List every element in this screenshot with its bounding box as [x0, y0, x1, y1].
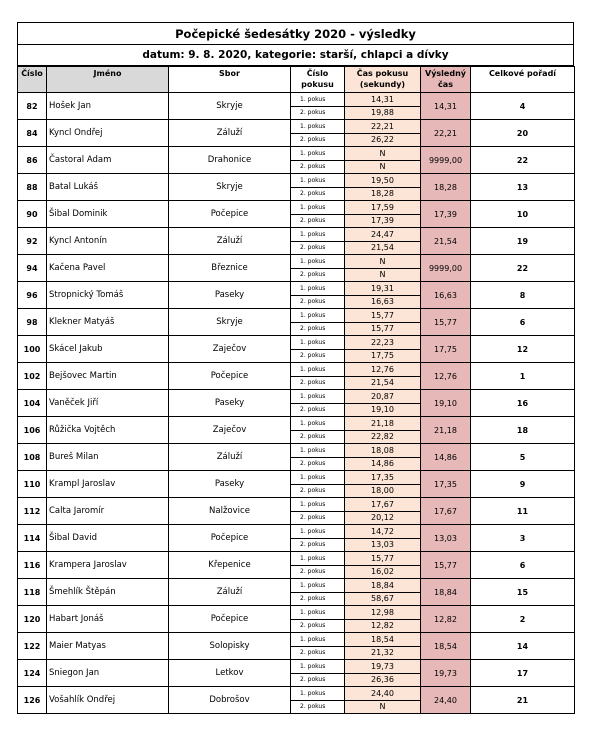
- overall-rank: 16: [471, 390, 575, 417]
- table-row: [18, 687, 575, 701]
- attempt-1-time: 18,08: [345, 444, 421, 458]
- table-row: [18, 606, 575, 620]
- table-row: [18, 660, 575, 674]
- competitor-club: Letkov: [169, 660, 291, 687]
- competitor-club: Paseky: [169, 471, 291, 498]
- table-row: [18, 93, 575, 107]
- attempt-1-label: 1. pokus: [291, 525, 345, 539]
- attempt-1-time: 15,77: [345, 552, 421, 566]
- attempt-2-time: 19,10: [345, 403, 421, 417]
- attempt-1-label: 1. pokus: [291, 417, 345, 431]
- overall-rank: 4: [471, 93, 575, 120]
- competitor-number: 112: [18, 498, 47, 525]
- competitor-name: Krampl Jaroslav: [47, 471, 169, 498]
- competitor-name: Calta Jaromír: [47, 498, 169, 525]
- attempt-2-label: 2. pokus: [291, 511, 345, 525]
- competitor-name: Kačena Pavel: [47, 255, 169, 282]
- competitor-club: Záluží: [169, 579, 291, 606]
- table-header-row: [18, 67, 575, 93]
- attempt-2-label: 2. pokus: [291, 106, 345, 120]
- competitor-name: Růžička Vojtěch: [47, 417, 169, 444]
- competitor-club: Zaječov: [169, 417, 291, 444]
- overall-rank: 11: [471, 498, 575, 525]
- final-time: 14,31: [421, 93, 471, 120]
- final-time: 15,77: [421, 552, 471, 579]
- competitor-number: 84: [18, 120, 47, 147]
- attempt-2-time: 12,82: [345, 619, 421, 633]
- col-header-cas-pokusu-line1: Čas pokusu: [356, 69, 409, 78]
- table-row: [18, 552, 575, 566]
- competitor-club: Skryje: [169, 93, 291, 120]
- col-header-cislo-pokusu-line1: Číslo: [306, 69, 329, 78]
- final-time: 21,18: [421, 417, 471, 444]
- attempt-2-time: 20,12: [345, 511, 421, 525]
- col-header-jmeno: Jméno: [47, 67, 169, 93]
- competitor-number: 114: [18, 525, 47, 552]
- attempt-2-label: 2. pokus: [291, 241, 345, 255]
- attempt-1-time: 19,50: [345, 174, 421, 188]
- attempt-2-time: 14,86: [345, 457, 421, 471]
- overall-rank: 22: [471, 255, 575, 282]
- final-time: 13,03: [421, 525, 471, 552]
- attempt-1-time: 17,67: [345, 498, 421, 512]
- attempt-1-time: 20,87: [345, 390, 421, 404]
- attempt-2-time: 18,00: [345, 484, 421, 498]
- competitor-number: 82: [18, 93, 47, 120]
- overall-rank: 13: [471, 174, 575, 201]
- final-time: 19,73: [421, 660, 471, 687]
- attempt-1-label: 1. pokus: [291, 606, 345, 620]
- attempt-1-label: 1. pokus: [291, 660, 345, 674]
- final-time: 24,40: [421, 687, 471, 714]
- attempt-1-label: 1. pokus: [291, 309, 345, 323]
- final-time: 16,63: [421, 282, 471, 309]
- attempt-1-label: 1. pokus: [291, 120, 345, 134]
- attempt-1-label: 1. pokus: [291, 552, 345, 566]
- attempt-1-label: 1. pokus: [291, 228, 345, 242]
- overall-rank: 9: [471, 471, 575, 498]
- attempt-1-label: 1. pokus: [291, 390, 345, 404]
- table-row: [18, 282, 575, 296]
- competitor-club: Nalžovice: [169, 498, 291, 525]
- competitor-number: 118: [18, 579, 47, 606]
- attempt-1-label: 1. pokus: [291, 282, 345, 296]
- col-header-vysledny-line2: čas: [438, 80, 453, 89]
- overall-rank: 1: [471, 363, 575, 390]
- competitor-number: 90: [18, 201, 47, 228]
- attempt-2-time: N: [345, 160, 421, 174]
- attempt-1-time: 18,54: [345, 633, 421, 647]
- competitor-number: 122: [18, 633, 47, 660]
- attempt-1-time: N: [345, 255, 421, 269]
- final-time: 19,10: [421, 390, 471, 417]
- attempt-2-time: 21,54: [345, 376, 421, 390]
- competitor-number: 110: [18, 471, 47, 498]
- attempt-1-label: 1. pokus: [291, 174, 345, 188]
- col-header-vysledny-line1: Výsledný: [425, 69, 466, 78]
- attempt-2-label: 2. pokus: [291, 592, 345, 606]
- final-time: 18,54: [421, 633, 471, 660]
- competitor-name: Klekner Matyáš: [47, 309, 169, 336]
- attempt-1-time: 24,40: [345, 687, 421, 701]
- final-time: 17,67: [421, 498, 471, 525]
- attempt-1-label: 1. pokus: [291, 579, 345, 593]
- attempt-1-time: 22,23: [345, 336, 421, 350]
- competitor-number: 88: [18, 174, 47, 201]
- attempt-1-time: 14,72: [345, 525, 421, 539]
- attempt-1-time: 19,31: [345, 282, 421, 296]
- attempt-2-label: 2. pokus: [291, 538, 345, 552]
- attempt-1-label: 1. pokus: [291, 444, 345, 458]
- final-time: 12,76: [421, 363, 471, 390]
- competitor-number: 126: [18, 687, 47, 714]
- attempt-2-time: 17,39: [345, 214, 421, 228]
- col-header-cas-pokusu: [345, 67, 421, 93]
- final-time: 22,21: [421, 120, 471, 147]
- attempt-2-label: 2. pokus: [291, 457, 345, 471]
- overall-rank: 5: [471, 444, 575, 471]
- competitor-number: 98: [18, 309, 47, 336]
- attempt-2-time: 58,67: [345, 592, 421, 606]
- results-sheet: [17, 22, 574, 714]
- competitor-club: Dobrošov: [169, 687, 291, 714]
- attempt-2-time: 13,03: [345, 538, 421, 552]
- table-row: [18, 120, 575, 134]
- attempt-2-label: 2. pokus: [291, 673, 345, 687]
- attempt-1-time: 12,98: [345, 606, 421, 620]
- attempt-2-label: 2. pokus: [291, 484, 345, 498]
- attempt-1-label: 1. pokus: [291, 633, 345, 647]
- final-time: 9999,00: [421, 147, 471, 174]
- competitor-name: Vaněček Jiří: [47, 390, 169, 417]
- col-header-cislo: Číslo: [18, 67, 47, 93]
- final-time: 14,86: [421, 444, 471, 471]
- competitor-name: Stropnický Tomáš: [47, 282, 169, 309]
- attempt-2-label: 2. pokus: [291, 322, 345, 336]
- competitor-number: 100: [18, 336, 47, 363]
- table-row: [18, 147, 575, 161]
- results-body: [18, 93, 575, 714]
- attempt-1-time: 17,59: [345, 201, 421, 215]
- competitor-number: 120: [18, 606, 47, 633]
- attempt-1-time: 14,31: [345, 93, 421, 107]
- final-time: 17,39: [421, 201, 471, 228]
- attempt-1-time: 17,35: [345, 471, 421, 485]
- page-title: Počepické šedesátky 2020 - výsledky: [17, 22, 574, 44]
- attempt-1-time: 19,73: [345, 660, 421, 674]
- table-row: [18, 309, 575, 323]
- competitor-club: Drahonice: [169, 147, 291, 174]
- attempt-2-label: 2. pokus: [291, 700, 345, 714]
- attempt-2-time: 16,63: [345, 295, 421, 309]
- attempt-2-time: N: [345, 268, 421, 282]
- attempt-1-label: 1. pokus: [291, 147, 345, 161]
- competitor-name: Hošek Jan: [47, 93, 169, 120]
- competitor-club: Křepenice: [169, 552, 291, 579]
- attempt-2-time: 18,28: [345, 187, 421, 201]
- competitor-name: Bureš Milan: [47, 444, 169, 471]
- competitor-number: 94: [18, 255, 47, 282]
- competitor-club: Záluží: [169, 228, 291, 255]
- competitor-club: Záluží: [169, 444, 291, 471]
- overall-rank: 15: [471, 579, 575, 606]
- attempt-1-time: 12,76: [345, 363, 421, 377]
- col-header-cislo-pokusu-line2: pokusu: [301, 80, 334, 89]
- competitor-club: Skryje: [169, 174, 291, 201]
- attempt-2-label: 2. pokus: [291, 160, 345, 174]
- table-row: [18, 525, 575, 539]
- attempt-2-time: 26,36: [345, 673, 421, 687]
- competitor-club: Skryje: [169, 309, 291, 336]
- table-row: [18, 390, 575, 404]
- attempt-2-time: 17,75: [345, 349, 421, 363]
- competitor-name: Vošahlík Ondřej: [47, 687, 169, 714]
- attempt-2-label: 2. pokus: [291, 268, 345, 282]
- attempt-1-label: 1. pokus: [291, 201, 345, 215]
- attempt-1-time: 15,77: [345, 309, 421, 323]
- final-time: 12,82: [421, 606, 471, 633]
- overall-rank: 10: [471, 201, 575, 228]
- attempt-2-label: 2. pokus: [291, 430, 345, 444]
- final-time: 21,54: [421, 228, 471, 255]
- competitor-club: Počepice: [169, 525, 291, 552]
- table-row: [18, 498, 575, 512]
- competitor-name: Batal Lukáš: [47, 174, 169, 201]
- competitor-name: Častoral Adam: [47, 147, 169, 174]
- table-row: [18, 336, 575, 350]
- col-header-cas-pokusu-line2: (sekundy): [359, 80, 406, 89]
- competitor-club: Záluží: [169, 120, 291, 147]
- attempt-2-label: 2. pokus: [291, 403, 345, 417]
- attempt-2-label: 2. pokus: [291, 349, 345, 363]
- overall-rank: 2: [471, 606, 575, 633]
- overall-rank: 14: [471, 633, 575, 660]
- attempt-2-time: 16,02: [345, 565, 421, 579]
- attempt-2-label: 2. pokus: [291, 187, 345, 201]
- table-row: [18, 255, 575, 269]
- competitor-number: 102: [18, 363, 47, 390]
- competitor-number: 108: [18, 444, 47, 471]
- overall-rank: 18: [471, 417, 575, 444]
- final-time: 18,28: [421, 174, 471, 201]
- table-row: [18, 444, 575, 458]
- attempt-2-time: 21,54: [345, 241, 421, 255]
- attempt-2-time: 15,77: [345, 322, 421, 336]
- table-row: [18, 471, 575, 485]
- attempt-1-label: 1. pokus: [291, 336, 345, 350]
- col-header-cislo-pokusu: [291, 67, 345, 93]
- competitor-club: Paseky: [169, 390, 291, 417]
- attempt-1-time: 24,47: [345, 228, 421, 242]
- attempt-2-label: 2. pokus: [291, 565, 345, 579]
- col-header-poradi: Celkové pořadí: [471, 67, 575, 93]
- attempt-2-label: 2. pokus: [291, 376, 345, 390]
- attempt-2-label: 2. pokus: [291, 214, 345, 228]
- table-row: [18, 228, 575, 242]
- competitor-club: Březnice: [169, 255, 291, 282]
- competitor-name: Skácel Jakub: [47, 336, 169, 363]
- competitor-club: Zaječov: [169, 336, 291, 363]
- overall-rank: 20: [471, 120, 575, 147]
- attempt-2-time: 19,88: [345, 106, 421, 120]
- page-subtitle: datum: 9. 8. 2020, kategorie: starší, chlapci a dívky: [17, 44, 574, 66]
- competitor-number: 92: [18, 228, 47, 255]
- attempt-1-time: 21,18: [345, 417, 421, 431]
- competitor-number: 124: [18, 660, 47, 687]
- competitor-name: Šmehlík Štěpán: [47, 579, 169, 606]
- attempt-2-time: 22,82: [345, 430, 421, 444]
- final-time: 9999,00: [421, 255, 471, 282]
- competitor-number: 86: [18, 147, 47, 174]
- competitor-number: 116: [18, 552, 47, 579]
- competitor-club: Počepice: [169, 363, 291, 390]
- attempt-1-label: 1. pokus: [291, 498, 345, 512]
- overall-rank: 12: [471, 336, 575, 363]
- competitor-club: Solopisky: [169, 633, 291, 660]
- competitor-name: Habart Jonáš: [47, 606, 169, 633]
- final-time: 17,35: [421, 471, 471, 498]
- overall-rank: 6: [471, 552, 575, 579]
- competitor-number: 104: [18, 390, 47, 417]
- attempt-1-time: 18,84: [345, 579, 421, 593]
- competitor-club: Paseky: [169, 282, 291, 309]
- overall-rank: 22: [471, 147, 575, 174]
- overall-rank: 19: [471, 228, 575, 255]
- attempt-1-label: 1. pokus: [291, 687, 345, 701]
- attempt-1-label: 1. pokus: [291, 93, 345, 107]
- competitor-club: Počepice: [169, 606, 291, 633]
- competitor-name: Kyncl Ondřej: [47, 120, 169, 147]
- col-header-vysledny-cas: [421, 67, 471, 93]
- competitor-name: Šibal Dominik: [47, 201, 169, 228]
- attempt-2-time: 21,32: [345, 646, 421, 660]
- competitor-name: Šibal David: [47, 525, 169, 552]
- attempt-2-time: N: [345, 700, 421, 714]
- col-header-sbor: Sbor: [169, 67, 291, 93]
- overall-rank: 6: [471, 309, 575, 336]
- table-row: [18, 417, 575, 431]
- attempt-1-time: N: [345, 147, 421, 161]
- competitor-name: Krampera Jaroslav: [47, 552, 169, 579]
- attempt-1-label: 1. pokus: [291, 471, 345, 485]
- attempt-2-label: 2. pokus: [291, 295, 345, 309]
- results-table: [17, 66, 575, 714]
- attempt-1-label: 1. pokus: [291, 255, 345, 269]
- competitor-name: Sniegon Jan: [47, 660, 169, 687]
- overall-rank: 8: [471, 282, 575, 309]
- final-time: 17,75: [421, 336, 471, 363]
- overall-rank: 21: [471, 687, 575, 714]
- competitor-name: Bejšovec Martin: [47, 363, 169, 390]
- attempt-2-label: 2. pokus: [291, 619, 345, 633]
- table-row: [18, 579, 575, 593]
- attempt-2-label: 2. pokus: [291, 646, 345, 660]
- competitor-club: Počepice: [169, 201, 291, 228]
- final-time: 15,77: [421, 309, 471, 336]
- table-row: [18, 363, 575, 377]
- attempt-2-label: 2. pokus: [291, 133, 345, 147]
- overall-rank: 3: [471, 525, 575, 552]
- attempt-2-time: 26,22: [345, 133, 421, 147]
- final-time: 18,84: [421, 579, 471, 606]
- table-row: [18, 633, 575, 647]
- attempt-1-time: 22,21: [345, 120, 421, 134]
- attempt-1-label: 1. pokus: [291, 363, 345, 377]
- competitor-number: 106: [18, 417, 47, 444]
- competitor-name: Kyncl Antonín: [47, 228, 169, 255]
- competitor-number: 96: [18, 282, 47, 309]
- competitor-name: Maier Matyas: [47, 633, 169, 660]
- overall-rank: 17: [471, 660, 575, 687]
- table-row: [18, 201, 575, 215]
- table-row: [18, 174, 575, 188]
